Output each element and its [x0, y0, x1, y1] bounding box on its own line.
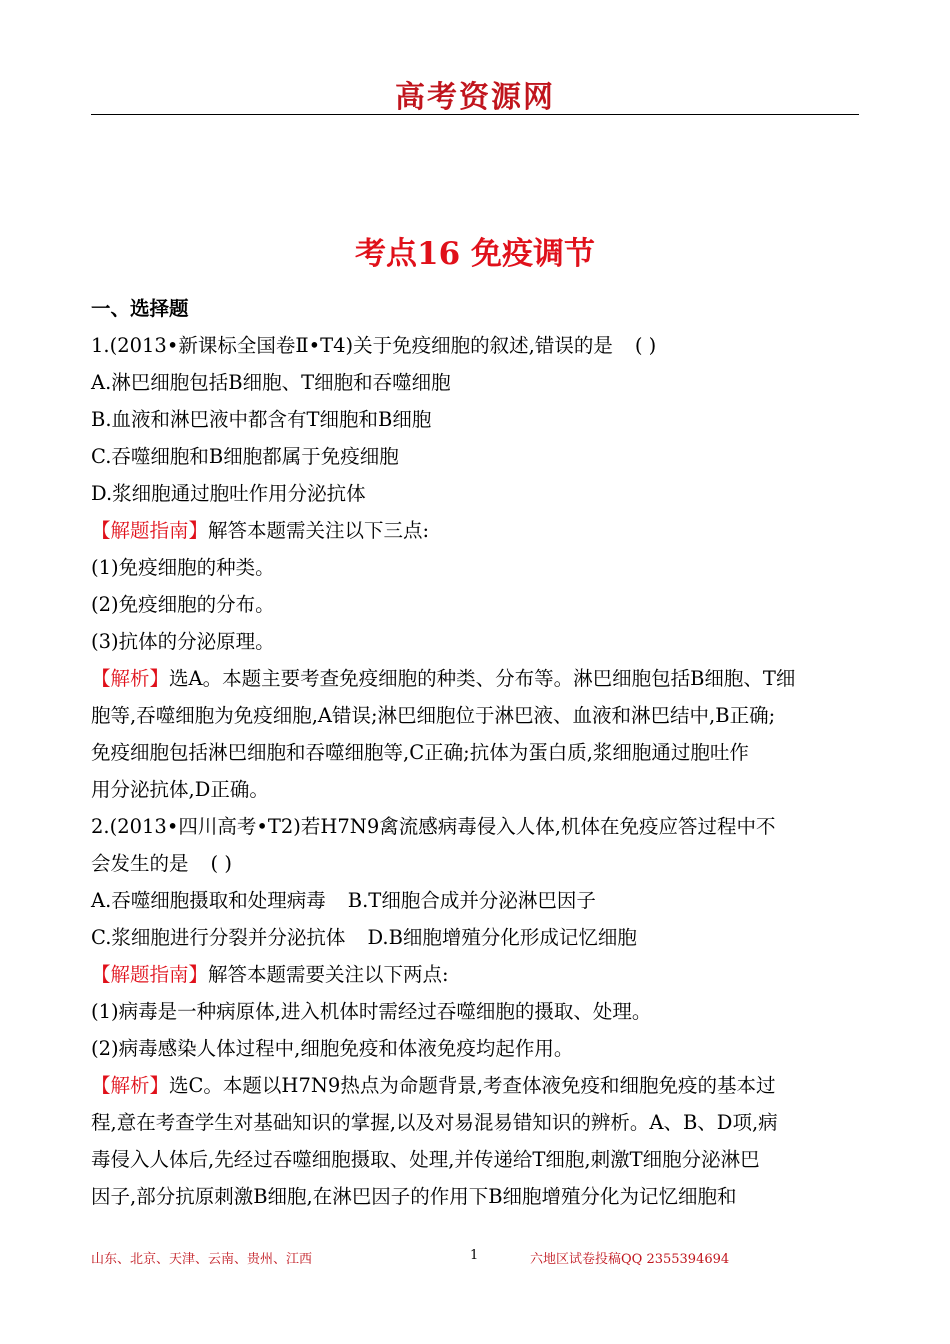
question-1-stem [91, 327, 861, 364]
header-divider [91, 114, 859, 115]
document-body [91, 290, 861, 1215]
analysis-tag: 【解析】 [91, 1074, 170, 1097]
question-1-option-c: C.吞噬细胞和B细胞都属于免疫细胞 [91, 445, 399, 468]
question-2-guide [91, 956, 861, 993]
question-2-answer-paren: ( ) [210, 852, 232, 875]
question-1-analysis-line: 胞等,吞噬细胞为免疫细胞,A错误;淋巴细胞位于淋巴液、血液和淋巴结中,B正确; [91, 704, 776, 727]
question-2-option-d: D.B细胞增殖分化形成记忆细胞 [367, 926, 637, 949]
footer-regions: 山东、北京、天津、云南、贵州、江西 [91, 1252, 313, 1267]
question-1-analysis-line: 免疫细胞包括淋巴细胞和吞噬细胞等,C正确;抗体为蛋白质,浆细胞通过胞吐作 [91, 741, 749, 764]
page-title: 考点16 免疫调节 [355, 236, 595, 272]
question-1-option-a: A.淋巴细胞包括B细胞、T细胞和吞噬细胞 [91, 371, 451, 394]
question-1-guide-point: (3)抗体的分泌原理。 [91, 630, 275, 653]
question-2-guide-point: (1)病毒是一种病原体,进入机体时需经过吞噬细胞的摄取、处理。 [91, 1000, 652, 1023]
analysis-tag: 【解析】 [91, 667, 170, 690]
question-1-option-b: B.血液和淋巴液中都含有T细胞和B细胞 [91, 408, 432, 431]
question-1-guide-point: (2)免疫细胞的分布。 [91, 593, 275, 616]
question-2-stem: 2.(2013•四川高考•T2)若H7N9禽流感病毒侵入人体,机体在免疫应答过程中不 [91, 815, 776, 838]
analysis-text: 选A。本题主要考查免疫细胞的种类、分布等。淋巴细胞包括B细胞、T细 [169, 667, 796, 690]
question-2-option-b: B.T细胞合成并分泌淋巴因子 [347, 889, 596, 912]
question-2-analysis-line: 因子,部分抗原刺激B细胞,在淋巴因子的作用下B细胞增殖分化为记忆细胞和 [91, 1185, 737, 1208]
question-2-options-ab [91, 882, 861, 919]
question-2-analysis-line: 毒侵入人体后,先经过吞噬细胞摄取、处理,并传递给T细胞,刺激T细胞分泌淋巴 [91, 1148, 760, 1171]
question-2-stem-cont [91, 845, 861, 882]
site-logo: 高考资源网 [395, 80, 555, 115]
question-2-guide-point: (2)病毒感染人体过程中,细胞免疫和体液免疫均起作用。 [91, 1037, 574, 1060]
guide-text: 解答本题需关注以下三点: [208, 519, 430, 542]
question-2-option-c: C.浆细胞进行分裂并分泌抗体 [91, 926, 346, 949]
question-2-option-a: A.吞噬细胞摄取和处理病毒 [91, 889, 326, 912]
question-1-guide [91, 512, 861, 549]
guide-text: 解答本题需要关注以下两点: [208, 963, 449, 986]
question-1-answer-paren: ( ) [634, 334, 657, 357]
guide-tag: 【解题指南】 [91, 519, 209, 542]
section-heading: 一、选择题 [91, 297, 189, 320]
question-1-option-d: D.浆细胞通过胞吐作用分泌抗体 [91, 482, 366, 505]
analysis-text: 选C。本题以H7N9热点为命题背景,考查体液免疫和细胞免疫的基本过 [169, 1074, 776, 1097]
question-1-text: 1.(2013•新课标全国卷Ⅱ•T4)关于免疫细胞的叙述,错误的是 [91, 334, 613, 357]
question-2-text: 会发生的是 [91, 852, 189, 875]
question-2-analysis-line: 程,意在考查学生对基础知识的掌握,以及对易混易错知识的辨析。A、B、D项,病 [91, 1111, 778, 1134]
footer-submission: 六地区试卷投稿QQ 2355394694 [530, 1252, 730, 1267]
question-1-guide-point: (1)免疫细胞的种类。 [91, 556, 275, 579]
guide-tag: 【解题指南】 [91, 963, 209, 986]
footer-page-number: 1 [470, 1248, 479, 1263]
question-2-analysis [91, 1067, 861, 1104]
question-2-options-cd [91, 919, 861, 956]
question-1-analysis [91, 660, 861, 697]
question-1-analysis-line: 用分泌抗体,D正确。 [91, 778, 269, 801]
